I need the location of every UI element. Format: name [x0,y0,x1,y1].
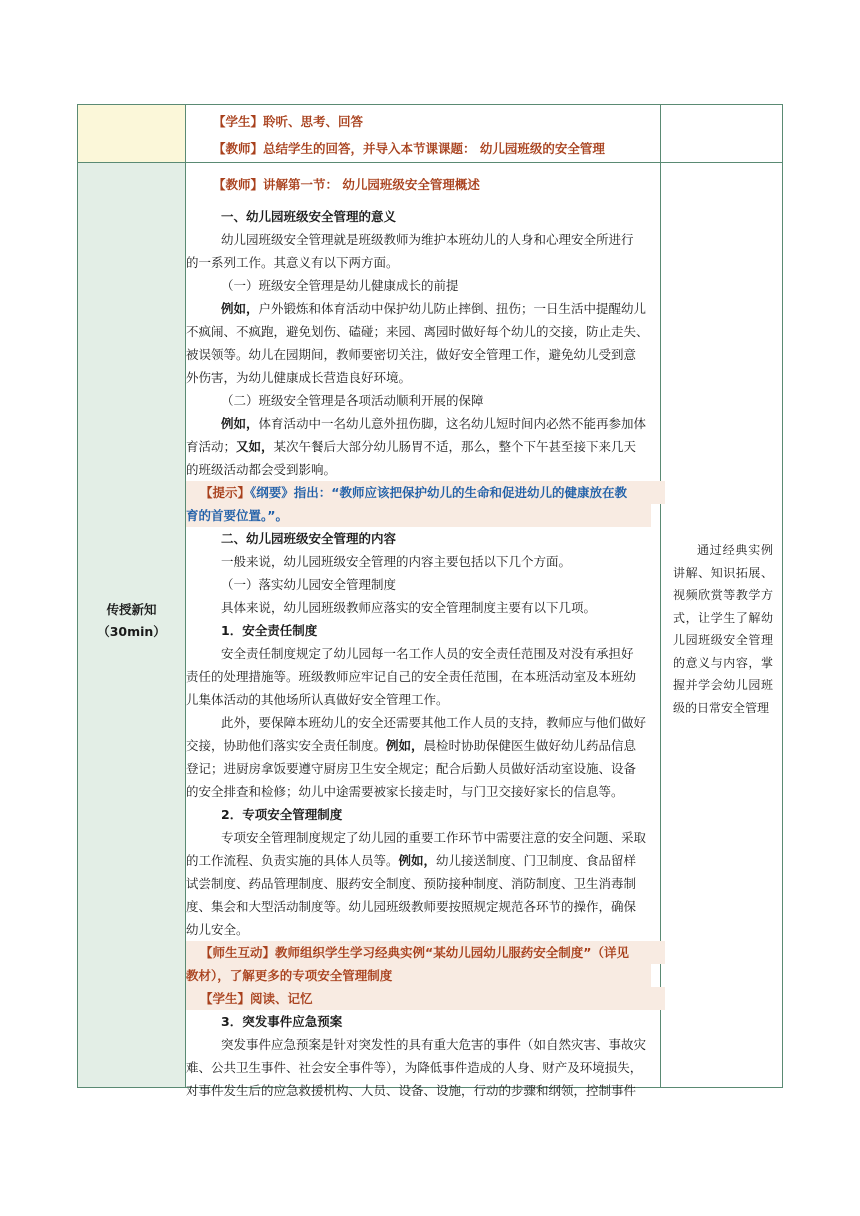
paragraph-line: 育活动；又如，某次午餐后大部分幼儿肠胃不适，那么，整个下午甚至接下来几天 [186,439,637,454]
paragraph-line: 安全责任制度规定了幼儿园每一名工作人员的安全责任范围及对没有承担好 [221,646,634,661]
interaction-line: 【师生互动】教师组织学生学习经典实例“某幼儿园幼儿服药安全制度”（详见 [186,941,665,964]
tip-line: 【提示】《纲要》指出：“教师应该把保护幼儿的生命和促进幼儿的健康放在教 [186,481,665,504]
design-intent: 通过经典实例讲解、知识拓展、视频欣赏等教学方式，让学生了解幼儿园班级安全管理的意义与内容，掌握并学会幼儿园班级的日常安全管理 [673,543,773,715]
paragraph-line: 幼儿园班级安全管理就是班级教师为维护本班幼儿的人身和心理安全所进行 [221,232,634,247]
student-line: 【学生】阅读、记忆 [186,987,665,1010]
paragraph-line: 例如，户外锻炼和体育活动中保护幼儿防止摔倒、扭伤；一日生活中提醒幼儿 [221,301,647,316]
interaction-line: 教材），了解更多的专项安全管理制度 [186,964,651,987]
paragraph-line: 试尝制度、药品管理制度、服药安全制度、预防接种制度、消防制度、卫生消毒制 [186,876,637,891]
paragraph-line: 度、集会和大型活动制度等。幼儿园班级教师要按照规定规范各环节的操作，确保 [186,899,637,914]
stage-cell-top [78,105,185,162]
paragraph-line: 具体来说，幼儿园班级教师应落实的安全管理制度主要有以下几项。 [221,600,597,615]
item-heading: 2．专项安全管理制度 [221,807,343,822]
teacher-line: 【教师】讲解第一节： 幼儿园班级安全管理概述 [213,177,480,192]
paragraph-line: 的安全排查和检修；幼儿中途需要被家长接走时，与门卫交接好家长的信息等。 [186,784,624,799]
paragraph-line: 的工作流程、负责实施的具体人员等。例如，幼儿接送制度、门卫制度、食品留样 [186,853,637,868]
subsection-heading: （二）班级安全管理是各项活动顺利开展的保障 [221,393,484,408]
tip-line: 育的首要位置。”。 [186,504,651,527]
lesson-plan-table [77,104,783,1098]
paragraph-line: 的一系列工作。其意义有以下两方面。 [186,255,399,270]
subsection-heading: （一）落实幼儿园安全管理制度 [221,577,397,592]
row-divider [78,162,782,163]
paragraph-line: 责任的处理措施等。班级教师应牢记自己的安全责任范围，在本班活动室及本班幼 [186,669,637,684]
stage-name: 传授新知 [106,602,157,617]
paragraph-line: 突发事件应急预案是针对突发性的具有重大危害的事件（如自然灾害、事故灾 [221,1037,647,1052]
paragraph-line: 交接，协助他们落实安全责任制度。例如，晨检时协助保健医生做好幼儿药品信息 [186,738,637,753]
item-heading: 3．突发事件应急预案 [221,1014,343,1029]
paragraph-line: 此外，要保障本班幼儿的安全还需要其他工作人员的支持，教师应与他们做好 [221,715,647,730]
paragraph-line: 儿集体活动的其他场所认真做好安全管理工作。 [186,692,449,707]
subsection-heading: （一）班级安全管理是幼儿健康成长的前提 [221,278,459,293]
paragraph-line: 登记；进厨房拿饭要遵守厨房卫生安全规定；配合后勤人员做好活动室设施、设备 [186,761,637,776]
stage-label [78,599,185,643]
paragraph-line: 被误领等。幼儿在园期间，教师要密切关注，做好安全管理工作，避免幼儿受到意 [186,347,637,362]
item-heading: 1．安全责任制度 [221,623,318,638]
paragraph-line: 的班级活动都会受到影响。 [186,462,337,477]
paragraph-line: 难、公共卫生事件、社会安全事件等），为降低事件造成的人身、财产及环境损失， [186,1060,643,1075]
student-line: 【学生】聆听、思考、回答 [213,114,364,129]
paragraph-line: 一般来说，幼儿园班级安全管理的内容主要包括以下几个方面。 [221,554,572,569]
paragraph-line: 专项安全管理制度规定了幼儿园的重要工作环节中需要注意的安全问题、采取 [221,830,647,845]
paragraph-line: 外伤害，为幼儿健康成长营造良好环境。 [186,370,412,385]
paragraph-line: 例如，体育活动中一名幼儿意外扭伤脚，这名幼儿短时间内必然不能再参加体 [221,416,647,431]
paragraph-line: 不疯闹、不疯跑，避免划伤、磕碰；来园、离园时做好每个幼儿的交接，防止走失、 [186,324,649,339]
paragraph-line: 幼儿安全。 [186,922,249,937]
section-heading: 二、幼儿园班级安全管理的内容 [221,531,397,546]
teacher-line: 【教师】总结学生的回答，并导入本节课课题： 幼儿园班级的安全管理 [213,141,605,156]
stage-duration: （30min） [97,624,166,639]
section-heading: 一、幼儿园班级安全管理的意义 [221,209,397,224]
paragraph-line: 对事件发生后的应急救援机构、人员、设备、设施，行动的步骤和纲领，控制事件 [186,1083,637,1098]
